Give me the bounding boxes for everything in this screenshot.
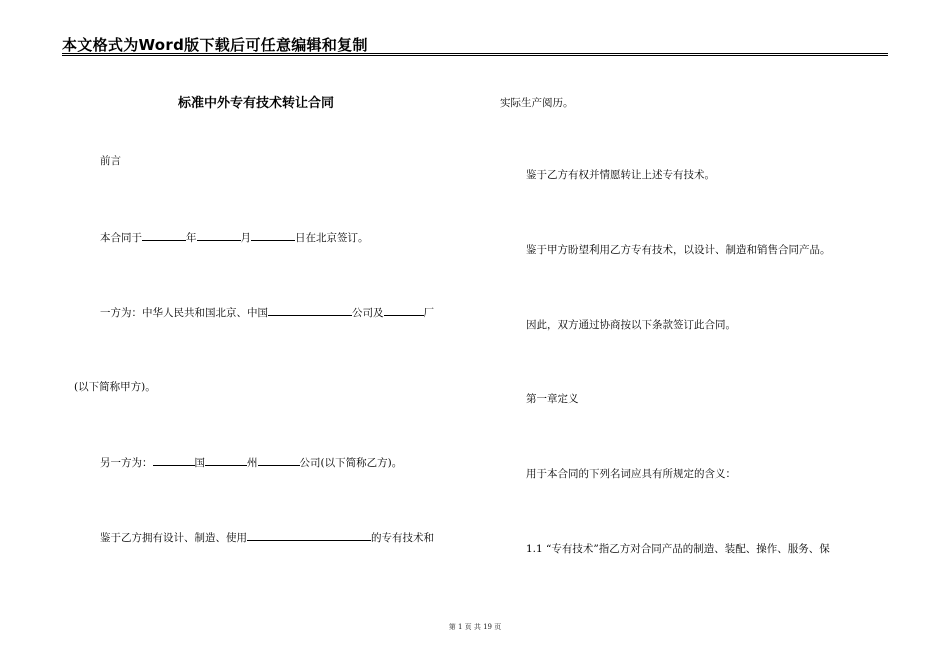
party-a-abbreviation: (以下简称甲方)。 xyxy=(74,381,156,393)
chapter-1-heading: 第一章定义 xyxy=(526,393,579,405)
whereas-1-prefix: 鉴于乙方拥有设计、制造、使用 xyxy=(100,532,247,544)
preface-heading: 前言 xyxy=(100,155,121,167)
continuation-line: 实际生产阅历。 xyxy=(500,97,574,109)
definitions-intro: 用于本合同的下列名词应具有所规定的含义： xyxy=(526,468,736,480)
company-blank xyxy=(268,305,352,316)
header-rule xyxy=(62,53,888,56)
day-suffix: 日在北京签订。 xyxy=(295,232,369,244)
month-blank xyxy=(197,230,241,241)
factory-blank xyxy=(384,305,424,316)
signing-date-paragraph xyxy=(100,230,369,245)
party-a-prefix: 一方为：中华人民共和国北京、中国 xyxy=(100,307,268,319)
party-b-paragraph xyxy=(100,455,402,470)
year-label: 年 xyxy=(186,232,197,244)
party-b-prefix: 另一方为： xyxy=(100,457,153,469)
company-b-blank xyxy=(258,455,300,466)
document-title: 标准中外专有技术转让合同 xyxy=(178,96,335,111)
country-label: 国 xyxy=(194,457,205,469)
country-blank xyxy=(153,455,195,466)
month-label: 月 xyxy=(240,232,251,244)
year-blank xyxy=(142,230,186,241)
party-b-suffix: 公司(以下简称乙方)。 xyxy=(299,457,403,469)
company-label: 公司及 xyxy=(352,307,384,319)
technology-blank xyxy=(247,530,371,541)
party-a-paragraph xyxy=(100,305,434,320)
whereas-paragraph-1 xyxy=(100,530,434,545)
header-banner: 本文格式为Word版下载后可任意编辑和复制 xyxy=(62,36,368,54)
state-label: 州 xyxy=(247,457,258,469)
therefore-paragraph: 因此，双方通过协商按以下条款签订此合同。 xyxy=(526,319,736,331)
date-prefix: 本合同于 xyxy=(100,232,142,244)
state-blank xyxy=(205,455,247,466)
page-footer: 第 1 页 共 19 页 xyxy=(448,623,502,631)
factory-label: 厂 xyxy=(423,307,434,319)
clause-1-1: 1.1 “专有技术”指乙方对合同产品的制造、装配、操作、服务、保 xyxy=(526,543,830,555)
whereas-paragraph-2: 鉴于乙方有权并情愿转让上述专有技术。 xyxy=(526,169,715,181)
whereas-paragraph-3: 鉴于甲方盼望利用乙方专有技术，以设计、制造和销售合同产品。 xyxy=(526,244,831,256)
whereas-1-suffix: 的专有技术和 xyxy=(371,532,434,544)
day-blank xyxy=(251,230,295,241)
